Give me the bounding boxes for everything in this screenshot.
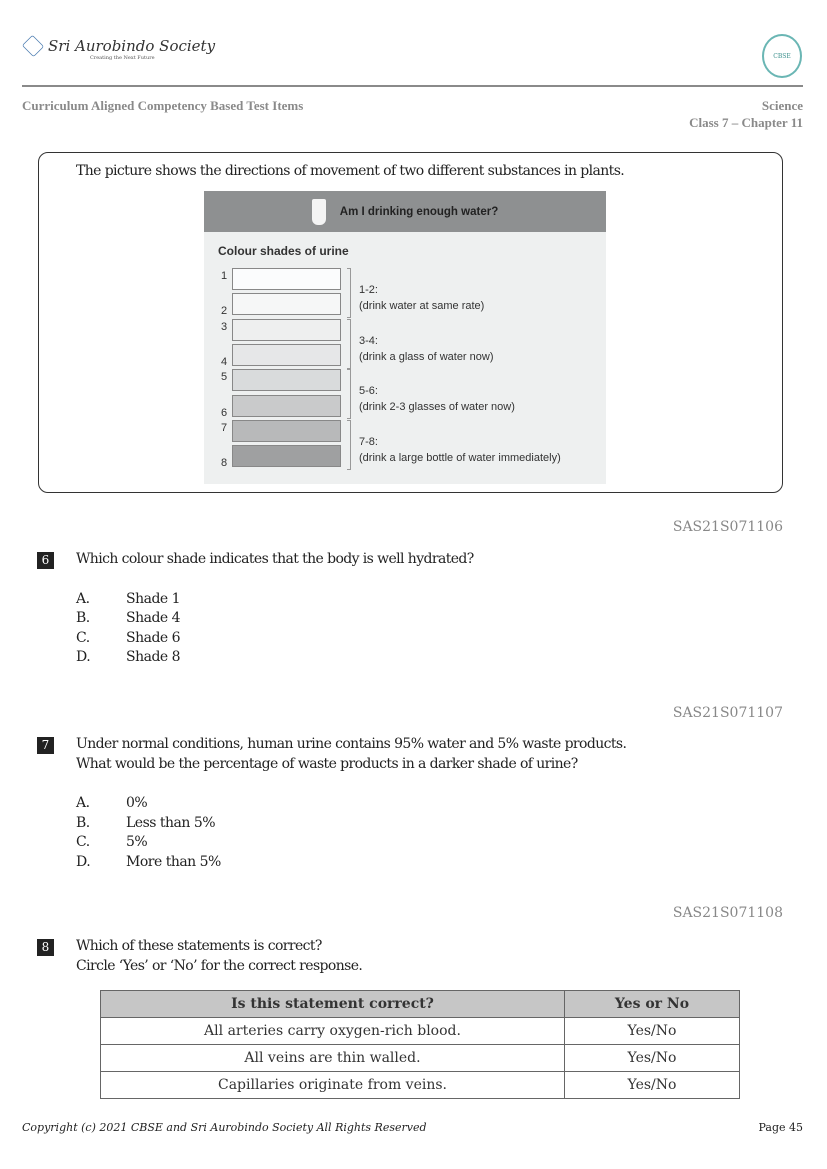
group-advice: (drink 2-3 glasses of water now) (359, 401, 515, 414)
urine-colour-chart (204, 191, 606, 484)
shade-number: 1 (221, 270, 228, 282)
figure-title: Am I drinking enough water? (339, 205, 499, 218)
option-letter: C. (76, 629, 90, 646)
shade-group (359, 333, 494, 365)
shade-number: 2 (221, 305, 228, 318)
response-cell[interactable]: Yes/No (565, 1018, 740, 1045)
header-title: Curriculum Aligned Competency Based Test Items (22, 98, 304, 113)
statement-cell: Capillaries originate from veins. (101, 1072, 565, 1099)
option-letter: B. (76, 814, 90, 831)
header-class-chapter: Class 7 – Chapter 11 (689, 115, 803, 130)
item-code: SAS21S071106 (672, 519, 783, 535)
response-cell[interactable]: Yes/No (565, 1045, 740, 1072)
statement-cell: All arteries carry oxygen-rich blood. (101, 1018, 565, 1045)
logo-icon (22, 35, 44, 57)
group-range: 1-2: (359, 284, 378, 296)
option-text[interactable]: Shade 4 (126, 610, 181, 626)
shade-group (359, 282, 484, 314)
table-row (101, 1018, 740, 1045)
table-row (101, 1045, 740, 1072)
question-text: Under normal conditions, human urine contains 95% water and 5% waste products. (76, 736, 627, 752)
option-letter: B. (76, 610, 90, 626)
shade-swatch (232, 445, 341, 467)
item-code: SAS21S071107 (672, 705, 783, 721)
shade-number: 7 (221, 421, 228, 434)
group-bracket (347, 369, 351, 419)
shade-number: 3 (221, 320, 228, 333)
header-subject: Science (761, 98, 803, 113)
shade-swatch (232, 369, 341, 391)
group-bracket (347, 420, 351, 470)
shade-swatch (232, 319, 341, 341)
option-letter: A. (76, 590, 90, 607)
option-letter: D. (76, 853, 91, 870)
shade-swatch (232, 268, 341, 290)
question-text: What would be the percentage of waste products in a darker shade of urine? (76, 755, 578, 772)
shade-group (359, 383, 515, 415)
option-text[interactable]: 0% (126, 795, 148, 811)
group-bracket (347, 268, 351, 318)
option-letter: D. (76, 649, 91, 665)
shade-number: 8 (221, 457, 228, 470)
question-number: 8 (37, 939, 54, 956)
question-number: 6 (37, 552, 54, 569)
option-text[interactable]: Shade 6 (126, 629, 181, 646)
group-range: 3-4: (359, 334, 378, 347)
group-range: 7-8: (359, 435, 378, 448)
group-bracket (347, 319, 351, 369)
stimulus-text: The picture shows the directions of movement of two different substances in plants. (76, 163, 625, 179)
option-text[interactable]: Shade 8 (126, 649, 181, 665)
table-header: Yes or No (565, 991, 740, 1018)
option-letter: A. (76, 795, 90, 811)
group-range: 5-6: (359, 385, 378, 398)
sri-aurobindo-society-logo (22, 36, 216, 61)
copyright: Copyright (c) 2021 CBSE and Sri Aurobindo Society All Rights Reserved (22, 1121, 427, 1134)
group-advice: (drink water at same rate) (359, 300, 485, 312)
group-advice: (drink a glass of water now) (359, 350, 494, 363)
cbse-seal-icon (762, 34, 802, 78)
seal-text: CBSE (773, 52, 791, 60)
shade-swatch (232, 420, 341, 442)
table-header: Is this statement correct? (101, 991, 565, 1018)
option-text[interactable]: Less than 5% (126, 814, 216, 831)
statement-table (100, 990, 740, 1099)
header-divider (22, 85, 803, 87)
statement-cell: All veins are thin walled. (101, 1045, 565, 1072)
response-cell[interactable]: Yes/No (565, 1072, 740, 1099)
option-text[interactable]: More than 5% (126, 853, 221, 870)
group-advice: (drink a large bottle of water immediately) (359, 451, 561, 464)
shade-swatch (232, 293, 341, 315)
question-number: 7 (37, 737, 54, 754)
question-text: Which colour shade indicates that the body is well hydrated? (76, 551, 474, 567)
question-text: Which of these statements is correct? (76, 938, 322, 954)
shade-swatch (232, 395, 341, 417)
shade-number: 6 (221, 406, 228, 419)
item-code: SAS21S071108 (672, 905, 783, 921)
page-number: Page 45 (758, 1121, 803, 1134)
shade-swatch (232, 344, 341, 366)
logo-tagline: Creating the Next Future (90, 55, 155, 61)
shade-number: 4 (221, 355, 228, 368)
option-text[interactable]: Shade 1 (126, 590, 181, 607)
figure-subtitle: Colour shades of urine (218, 244, 349, 258)
glass-icon (312, 199, 326, 225)
question-text: Circle ‘Yes’ or ‘No’ for the correct response. (76, 957, 363, 974)
shade-number: 5 (221, 371, 228, 384)
figure-title-bar (204, 191, 606, 232)
logo-text: Sri Aurobindo Society (48, 37, 216, 55)
option-letter: C. (76, 834, 90, 850)
shade-group (359, 434, 561, 466)
table-row (101, 1072, 740, 1099)
option-text[interactable]: 5% (126, 834, 148, 850)
